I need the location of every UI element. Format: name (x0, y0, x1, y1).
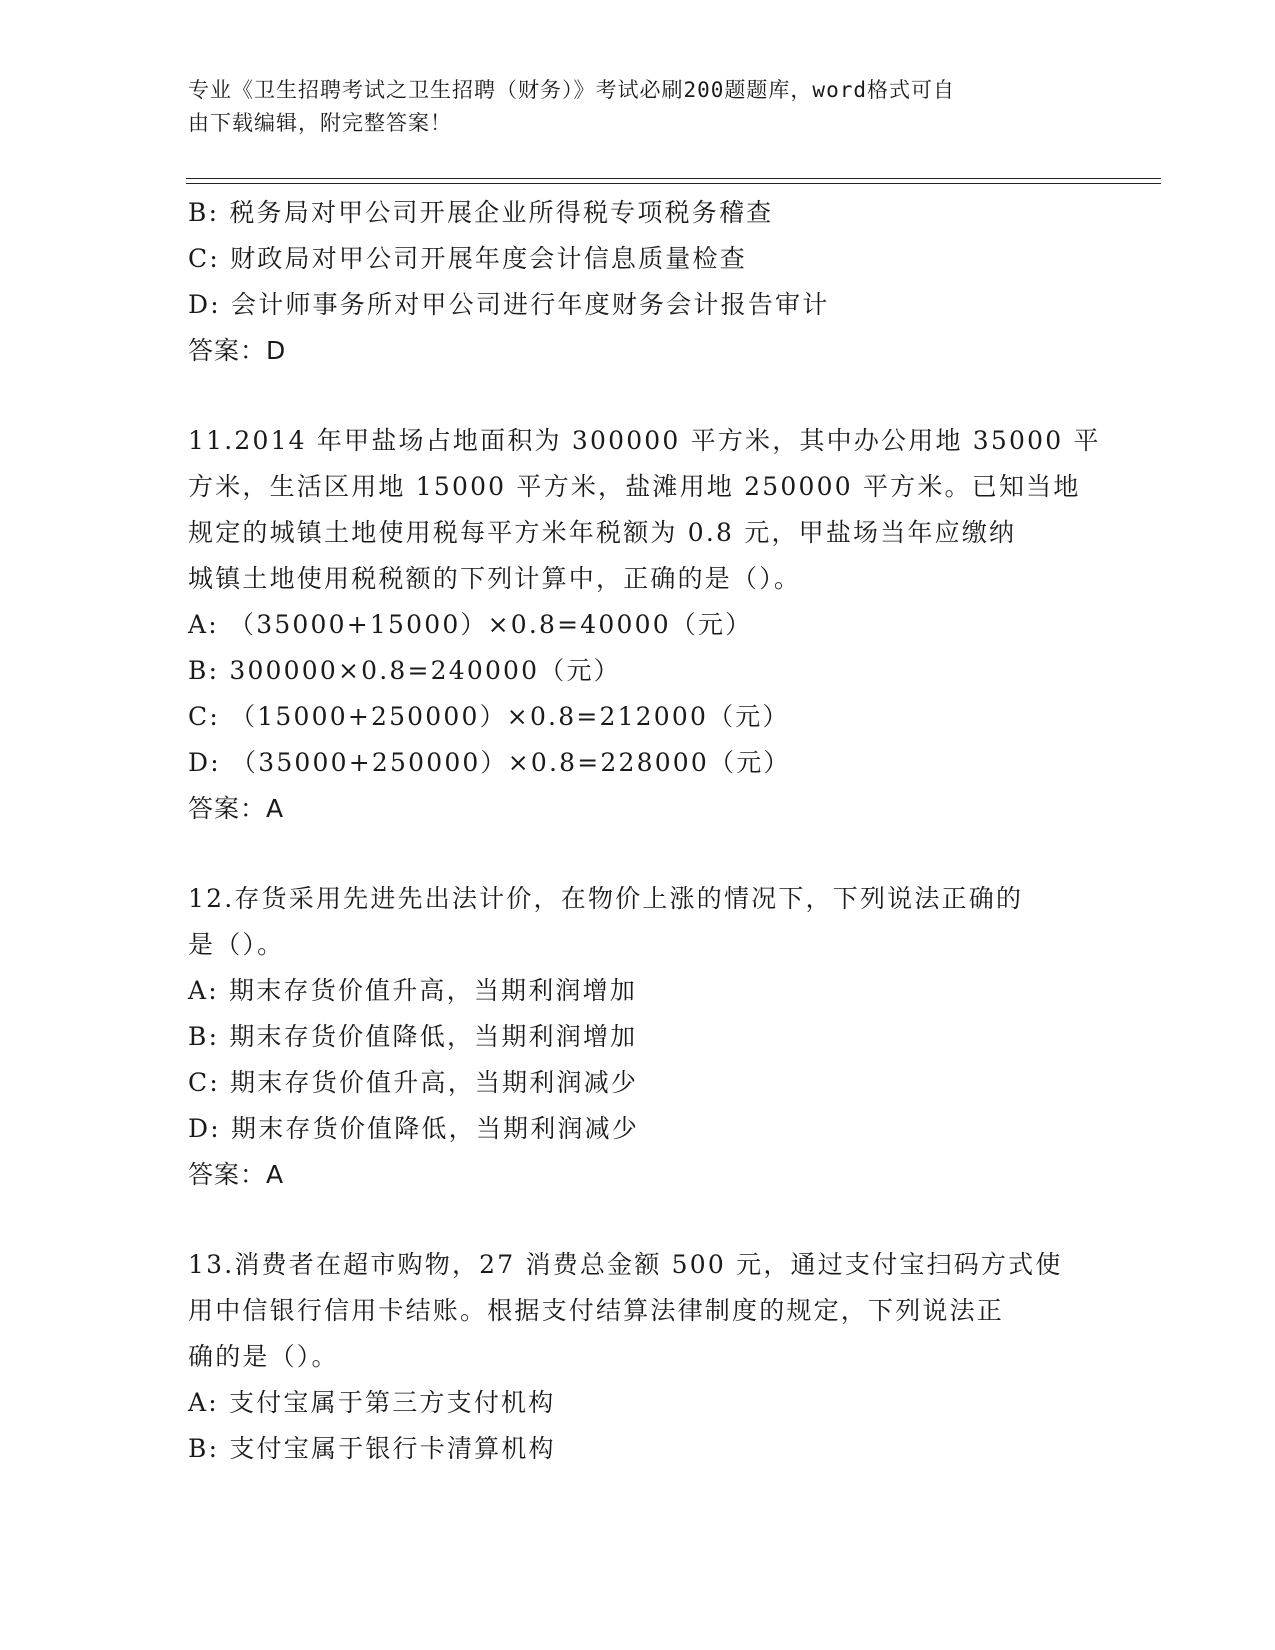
question-stem-line: 用中信银行信用卡结账。根据支付结算法律制度的规定，下列说法正 (188, 1296, 1005, 1325)
question-stem-line: 11.2014 年甲盐场占地面积为 300000 平方米，其中办公用地 35000 平 (188, 426, 1101, 455)
option-b: B: 支付宝属于银行卡清算机构 (188, 1434, 556, 1463)
question-13 (188, 1242, 1088, 1472)
document-header (188, 74, 1088, 140)
header-line-2: 由下载编辑，附完整答案！ (188, 111, 452, 135)
option-a: A: （35000+15000）×0.8=40000（元） (188, 610, 753, 639)
header-divider-bottom (186, 183, 1161, 184)
question-stem-line: 规定的城镇土地使用税每平方米年税额为 0.8 元，甲盐场当年应缴纳 (188, 518, 1017, 547)
question-stem-line: 城镇土地使用税税额的下列计算中，正确的是（）。 (188, 564, 802, 593)
option-d: D: 期末存货价值降低，当期利润减少 (188, 1114, 640, 1143)
question-stem-line: 13.消费者在超市购物，27 消费总金额 500 元，通过支付宝扫码方式使 (188, 1250, 1063, 1279)
answer-line: 答案：D (188, 336, 287, 365)
option-c: C: 期末存货价值升高，当期利润减少 (188, 1068, 639, 1097)
option-b: B: 300000×0.8=240000（元） (188, 656, 621, 685)
option-a: A: 期末存货价值升高，当期利润增加 (188, 976, 638, 1005)
header-divider-top (186, 178, 1161, 179)
option-d: D: （35000+250000）×0.8=228000（元） (188, 748, 791, 777)
header-line-1: 专业《卫生招聘考试之卫生招聘（财务）》考试必刷200题题库，word格式可自 (188, 78, 955, 102)
option-b: B: 期末存货价值降低，当期利润增加 (188, 1022, 638, 1051)
option-d: D: 会计师事务所对甲公司进行年度财务会计报告审计 (188, 290, 830, 319)
spacer (188, 832, 1088, 876)
question-stem-line: 方米，生活区用地 15000 平方米，盐滩用地 250000 平方米。已知当地 (188, 472, 1081, 501)
answer-line: 答案：A (188, 794, 285, 823)
option-c: C: （15000+250000）×0.8=212000（元） (188, 702, 790, 731)
option-c: C: 财政局对甲公司开展年度会计信息质量检查 (188, 244, 747, 273)
question-stem-line: 确的是（）。 (188, 1342, 339, 1371)
question-11 (188, 418, 1101, 832)
spacer (188, 1198, 1088, 1242)
option-a: A: 支付宝属于第三方支付机构 (188, 1388, 556, 1417)
question-stem-line: 是（）。 (188, 930, 285, 959)
option-b: B: 税务局对甲公司开展企业所得税专项税务稽查 (188, 198, 774, 227)
previous-question-tail (188, 190, 1088, 374)
spacer (188, 374, 1088, 418)
document-body (188, 190, 1101, 1472)
question-12 (188, 876, 1088, 1198)
answer-line: 答案：A (188, 1160, 285, 1189)
question-stem-line: 12.存货采用先进先出法计价，在物价上涨的情况下，下列说法正确的 (188, 884, 1024, 913)
